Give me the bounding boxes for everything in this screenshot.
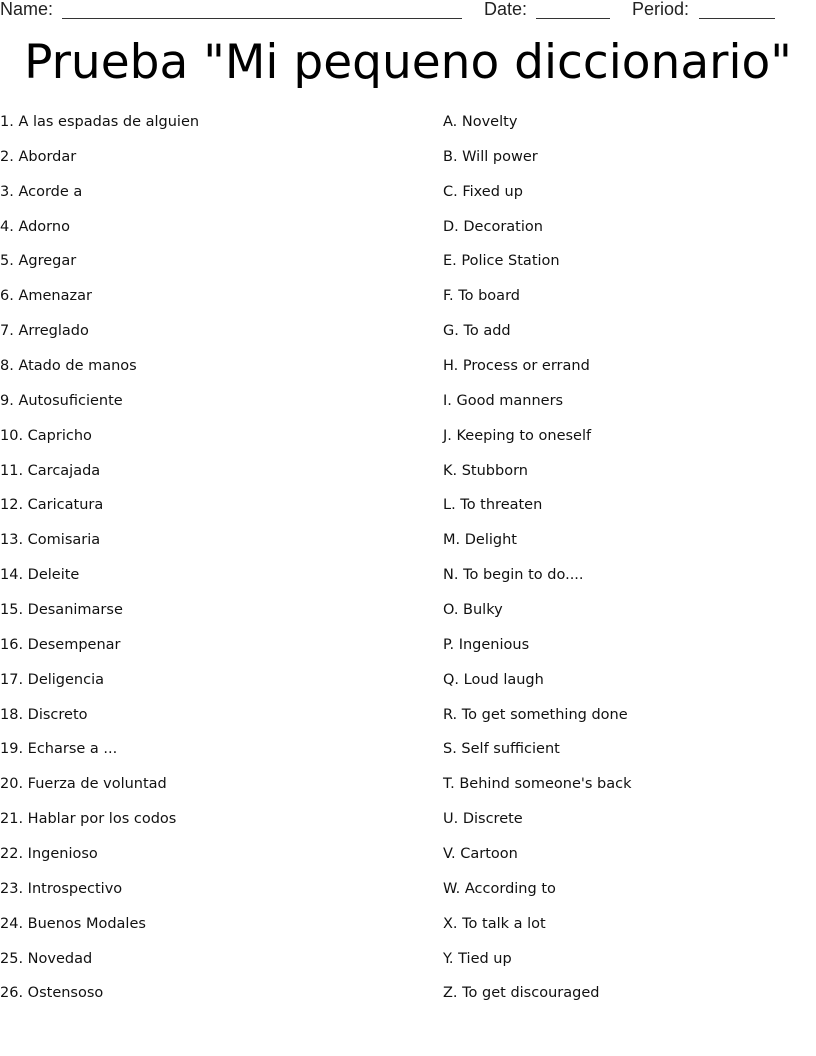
term-item: 20. Fuerza de voluntad (0, 776, 167, 793)
definition-item: K. Stubborn (443, 462, 528, 479)
term-item: 1. A las espadas de alguien (0, 114, 200, 130)
definition-item: Z. To get discouraged (443, 985, 600, 1002)
definition-item: V. Cartoon (443, 846, 518, 863)
term-item: 4. Adorno (0, 218, 70, 235)
term-item: 23. Introspectivo (0, 880, 123, 897)
term-item: 12. Caricatura (0, 497, 104, 514)
definition-item: M. Delight (443, 532, 517, 549)
definition-item: E. Police Station (443, 253, 560, 270)
terms-list (0, 110, 420, 1016)
term-item: 18. Discreto (0, 706, 88, 723)
term-item: 21. Hablar por los codos (0, 811, 177, 828)
definition-item: L. To threaten (443, 497, 543, 514)
definition-item: G. To add (443, 323, 511, 340)
definition-item: J. Keeping to oneself (443, 427, 592, 444)
definition-item: U. Discrete (443, 811, 523, 828)
definition-item: T. Behind someone's back (443, 776, 632, 793)
definition-item: F. To board (443, 288, 520, 305)
term-item: 2. Abordar (0, 148, 77, 165)
term-item: 9. Autosuficiente (0, 392, 123, 409)
definition-item: I. Good manners (443, 392, 564, 409)
name-blank-line (62, 18, 462, 19)
term-item: 8. Atado de manos (0, 358, 137, 375)
definition-item: A. Novelty (443, 114, 518, 130)
definition-item: O. Bulky (443, 602, 503, 619)
definition-item: Q. Loud laugh (443, 671, 544, 688)
term-item: 19. Echarse a ... (0, 741, 118, 758)
name-label: Name: (0, 0, 54, 19)
term-item: 6. Amenazar (0, 288, 92, 305)
period-label: Period: (632, 0, 690, 19)
date-label: Date: (484, 0, 528, 19)
definition-item: Y. Tied up (443, 950, 512, 967)
definition-item: D. Decoration (443, 218, 543, 235)
worksheet-header (0, 0, 816, 22)
term-item: 22. Ingenioso (0, 846, 98, 863)
term-item: 11. Carcajada (0, 462, 101, 479)
term-item: 10. Capricho (0, 427, 92, 444)
page-title: Prueba "Mi pequeno diccionario" (24, 35, 792, 90)
definition-item: W. According to (443, 880, 556, 897)
term-item: 13. Comisaria (0, 532, 101, 549)
definition-item: P. Ingenious (443, 636, 530, 653)
definition-item: N. To begin to do.... (443, 567, 584, 584)
term-item: 25. Novedad (0, 950, 93, 967)
term-item: 15. Desanimarse (0, 602, 123, 619)
term-item: 7. Arreglado (0, 323, 89, 340)
period-blank-line (699, 18, 775, 19)
definitions-list (443, 110, 803, 1016)
term-item: 16. Desempenar (0, 636, 121, 653)
term-item: 3. Acorde a (0, 183, 83, 200)
definition-item: R. To get something done (443, 706, 628, 723)
definition-item: B. Will power (443, 148, 538, 165)
term-item: 24. Buenos Modales (0, 915, 146, 932)
term-item: 5. Agregar (0, 253, 77, 270)
term-item: 17. Deligencia (0, 671, 105, 688)
term-item: 26. Ostensoso (0, 985, 104, 1002)
definition-item: C. Fixed up (443, 183, 523, 200)
definition-item: X. To talk a lot (443, 915, 546, 932)
definition-item: S. Self sufficient (443, 741, 560, 758)
definition-item: H. Process or errand (443, 358, 590, 375)
date-blank-line (536, 18, 610, 19)
term-item: 14. Deleite (0, 567, 80, 584)
